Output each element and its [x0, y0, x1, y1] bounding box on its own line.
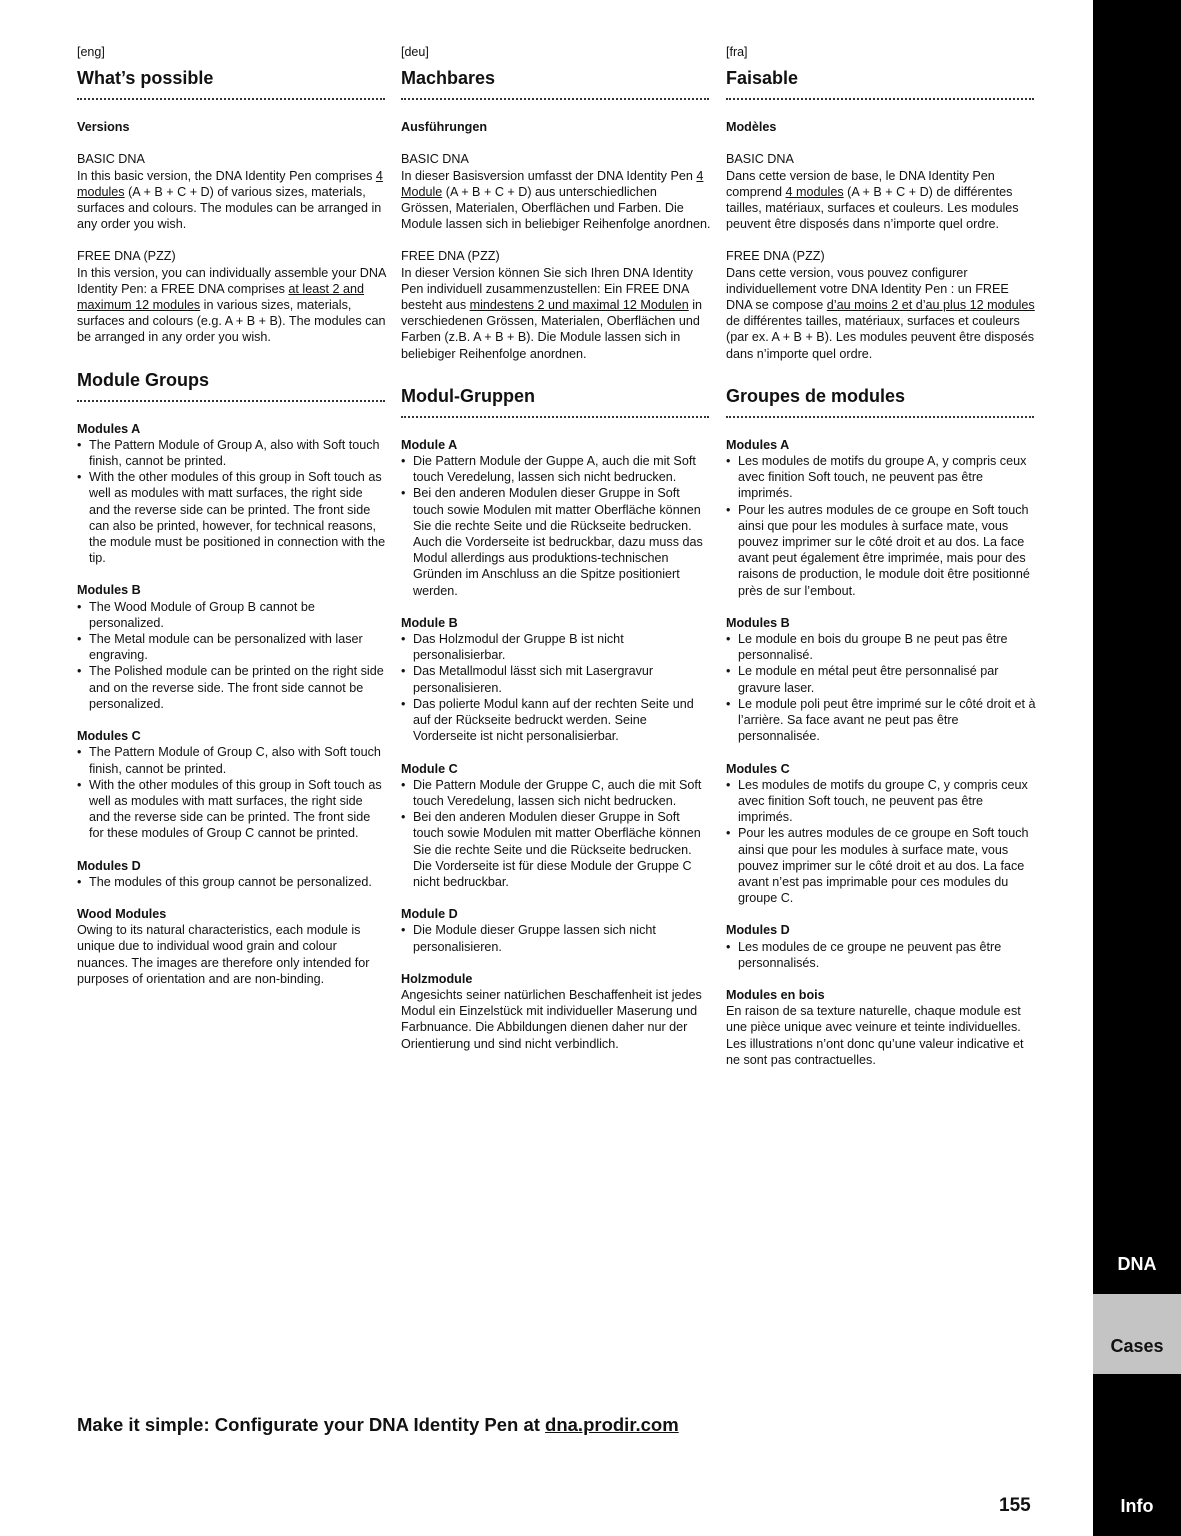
dotted-divider: [401, 416, 709, 418]
modules-a-list: [401, 453, 711, 599]
free-text-part: in various sizes, materials, surfaces and colours (e.g. A + B + B). The modules can be arranged in any order you wish.: [77, 298, 386, 345]
language-column: [726, 44, 1036, 1084]
wood-modules-text: Owing to its natural characteristics, each module is unique due to individual wood grain and colour nuances. The images are therefore only intended for purposes of orientation and are non-binding.: [77, 923, 370, 986]
versions-heading: Ausführungen: [401, 120, 488, 135]
modules-d-block: [401, 906, 711, 955]
free-modules-range: d’au moins 2 et d’au plus 12 modules: [826, 298, 1035, 313]
footer-text: Make it simple: Configurate your DNA Identity Pen at: [77, 1414, 546, 1435]
language-code: [deu]: [401, 45, 429, 59]
modules-d-block: [77, 858, 387, 890]
footer-cta: [77, 1414, 679, 1436]
modules-a-list: [726, 453, 1036, 599]
module-bullet-item: • Bei den anderen Modulen dieser Gruppe in Soft touch sowie Modulen mit matter Oberfläche können Sie die rechte Seite und die Rückseite bedrucken. Die Vorderseite ist für diese Module der Gruppe C nicht bedruckbar.: [401, 809, 711, 890]
basic-text-part: (A + B + C + D) aus unterschiedlichen Grössen, Materialen, Oberflächen und Farben. Die Module lassen sich in beliebiger Reihenfolge anordnen.: [401, 184, 711, 232]
free-dna-block: [77, 248, 387, 345]
basic-text-part: In dieser Basisversion umfasst der DNA Identity Pen: [401, 168, 697, 183]
basic-dna-block: [401, 151, 711, 232]
module-bullet-item: • Pour les autres modules de ce groupe en Soft touch ainsi que pour les modules à surface mate, vous pouvez imprimer sur le côté droit et au dos. La face avant n’est pas imprimable pour ces modules du groupe C.: [726, 825, 1036, 906]
free-dna-label: FREE DNA (PZZ): [726, 249, 825, 264]
modules-b-list: [77, 599, 387, 712]
sidebar-nav: [1093, 0, 1181, 1536]
free-modules-range: at least 2 and maximum 12 modules: [77, 281, 365, 313]
tab-dna[interactable]: DNA: [1117, 1254, 1157, 1274]
modules-b-block: [726, 615, 1036, 745]
module-bullet-item: • Die Pattern Module der Guppe A, auch die mit Soft touch Veredelung, lassen sich nicht bedrucken.: [401, 453, 711, 485]
modules-c-list: [77, 744, 387, 841]
modules-a-list: [77, 437, 387, 567]
module-bullet-item: • Les modules de motifs du groupe A, y compris ceux avec finition Soft touch, ne peuvent pas être imprimés.: [726, 453, 1036, 502]
basic-dna-text: [726, 168, 1036, 233]
module-bullet-item: • The Polished module can be printed on the right side and on the reverse side. The front side cannot be personalized.: [77, 663, 387, 712]
modules-a-label: Modules A: [726, 437, 790, 452]
module-bullet-item: • Pour les autres modules de ce groupe en Soft touch ainsi que pour les modules à surface mate, vous pouvez imprimer sur le côté droit et au dos. La face avant peut également être imprimée, mais pour des raisons de production, le module doit être positionné près de sur l’embout.: [726, 502, 1036, 599]
basic-dna-text: [77, 168, 387, 233]
module-bullet-item: • Das Holzmodul der Gruppe B ist nicht personalisierbar.: [401, 631, 711, 663]
section-title: What’s possible: [77, 68, 214, 89]
module-bullet-item: • Die Pattern Module der Gruppe C, auch die mit Soft touch Veredelung, lassen sich nicht bedrucken.: [401, 777, 711, 809]
basic-dna-block: [77, 151, 387, 232]
module-bullet-item: • Das polierte Modul kann auf der rechten Seite und auf der Rückseite bedruckt werden. Seine Vorderseite ist nicht personalisierbar.: [401, 696, 711, 745]
free-text-part: In this version, you can individually assemble your DNA Identity Pen: a FREE DNA comprises: [77, 265, 386, 296]
basic-text-part: (A + B + C + D) of various sizes, materials, surfaces and colours. The modules can be arranged in any order you wish.: [77, 184, 382, 232]
basic-text-part: Dans cette version de base, le DNA Identity Pen comprend: [726, 168, 995, 199]
basic-dna-text: [401, 168, 711, 233]
module-bullet-item: • With the other modules of this group in Soft touch as well as modules with matt surfaces, the right side and the reverse side can be printed. The front side for these modules of Group C cannot be printed.: [77, 777, 387, 842]
wood-modules-text: En raison de sa texture naturelle, chaque module est une pièce unique avec veinure et teinte individuelles. Les illustrations n’ont donc qu’une valeur indicative et ne sont pas contractuelles.: [726, 1004, 1024, 1067]
module-bullet-item: • Die Module dieser Gruppe lassen sich nicht personalisieren.: [401, 922, 711, 954]
module-bullet-item: • The modules of this group cannot be personalized.: [77, 874, 387, 890]
basic-text-part: In this basic version, the DNA Identity Pen comprises: [77, 168, 376, 183]
wood-modules-label: Holzmodule: [401, 971, 473, 986]
dotted-divider: [726, 416, 1034, 418]
free-text-part: in verschiedenen Grössen, Materialen, Oberflächen und Farben (z.B. A + B + B). Die Module lassen sich in beliebiger Reihenfolge anordnen.: [401, 298, 703, 361]
free-dna-label: FREE DNA (PZZ): [401, 249, 500, 264]
modules-b-label: Modules B: [726, 615, 790, 630]
modules-a-block: [726, 437, 1036, 599]
basic-modules-count: 4 modules: [785, 184, 844, 199]
wood-modules-block: [401, 971, 711, 1052]
modules-d-label: Modules D: [77, 858, 141, 873]
basic-dna-label: BASIC DNA: [726, 152, 794, 167]
modules-a-block: [401, 437, 711, 599]
free-dna-block: [401, 248, 711, 361]
versions-heading: Modèles: [726, 120, 777, 135]
wood-modules-block: [726, 987, 1036, 1068]
modules-c-label: Modules C: [726, 761, 790, 776]
free-dna-label: FREE DNA (PZZ): [77, 249, 176, 264]
module-bullet-item: • Bei den anderen Modulen dieser Gruppe in Soft touch sowie Modulen mit matter Oberfläche können Sie die rechte Seite und die Rückseite bedrucken. Auch die Vorderseite ist bedruckbar, dazu muss das Modul allerdings aus produktions-technischen Gründen im Anschluss an die Spitze positioniert werden.: [401, 485, 711, 598]
wood-modules-text: Angesichts seiner natürlichen Beschaffenheit ist jedes Modul ein Einzelstück mit individueller Maserung und Farbnuance. Die Abbildungen dienen daher nur der Orientierung und sind nicht verbindlich.: [401, 987, 702, 1051]
basic-dna-label: BASIC DNA: [77, 152, 145, 167]
modules-c-label: Module C: [401, 761, 458, 776]
section-title: Machbares: [401, 68, 496, 89]
wood-modules-block: [77, 906, 387, 987]
modules-b-label: Modules B: [77, 583, 141, 598]
free-dna-text: [401, 265, 711, 362]
modules-d-block: [726, 922, 1036, 971]
modules-d-list: [726, 939, 1036, 971]
module-bullet-item: • The Pattern Module of Group A, also with Soft touch finish, cannot be printed.: [77, 437, 387, 469]
modules-a-label: Module A: [401, 437, 458, 452]
modules-c-block: [726, 761, 1036, 907]
dotted-divider: [726, 98, 1034, 100]
free-text-part: de différentes tailles, matériaux, surfaces et couleurs (par ex. A + B + B). Les modules peuvent être disposés dans n’importe quel ordre.: [726, 314, 1035, 361]
free-dna-text: [77, 265, 387, 346]
modules-b-block: [77, 582, 387, 712]
dotted-divider: [77, 400, 385, 402]
module-bullet-item: • Le module poli peut être imprimé sur le côté droit et à l’arrière. Sa face avant ne peut pas être personnalisée.: [726, 696, 1036, 745]
versions-heading: Versions: [77, 120, 130, 135]
basic-modules-count: 4 modules: [77, 168, 383, 199]
modules-c-list: [401, 777, 711, 890]
module-bullet-item: • Les modules de ce groupe ne peuvent pas être personnalisés.: [726, 939, 1036, 971]
modules-a-label: Modules A: [77, 421, 141, 436]
module-groups-title: Groupes de modules: [726, 385, 906, 406]
language-column: [77, 44, 387, 1003]
tab-info[interactable]: Info: [1120, 1496, 1154, 1516]
modules-d-list: [401, 922, 711, 954]
module-bullet-item: • With the other modules of this group in Soft touch as well as modules with matt surfaces, the right side and the reverse side can be printed. The front side can also be printed, however, for technical reasons, the module must be positioned in connection with the tip.: [77, 469, 387, 566]
modules-c-label: Modules C: [77, 729, 141, 744]
dotted-divider: [401, 98, 709, 100]
basic-modules-count: 4 Module: [401, 168, 704, 199]
basic-text-part: (A + B + C + D) de différentes tailles, matériaux, surfaces et couleurs. Les modules peuvent être disposés dans n’importe quel ordre.: [726, 184, 1019, 232]
dotted-divider: [77, 98, 385, 100]
module-groups-title: Module Groups: [77, 369, 209, 390]
modules-a-block: [77, 421, 387, 567]
free-modules-range: mindestens 2 und maximal 12 Modulen: [469, 298, 689, 313]
module-bullet-item: • Le module en métal peut être personnalisé par gravure laser.: [726, 663, 1036, 695]
modules-d-label: Module D: [401, 907, 458, 922]
page-number: 155: [999, 1495, 1031, 1516]
module-bullet-item: • Les modules de motifs du groupe C, y compris ceux avec finition Soft touch, ne peuvent pas être imprimés.: [726, 777, 1036, 826]
modules-b-label: Module B: [401, 615, 458, 630]
free-text-part: In dieser Version können Sie sich Ihren DNA Identity Pen individuell zusammenzustellen: Ein FREE DNA besteht aus: [401, 265, 693, 313]
basic-dna-label: BASIC DNA: [401, 152, 469, 167]
module-bullet-item: • The Wood Module of Group B cannot be personalized.: [77, 599, 387, 631]
free-dna-block: [726, 248, 1036, 361]
modules-b-list: [401, 631, 711, 744]
modules-c-block: [401, 761, 711, 891]
modules-b-list: [726, 631, 1036, 744]
wood-modules-label: Modules en bois: [726, 987, 825, 1002]
free-dna-text: [726, 265, 1036, 362]
module-groups-title: Modul-Gruppen: [401, 385, 535, 406]
modules-d-label: Modules D: [726, 923, 790, 938]
tab-cases[interactable]: Cases: [1093, 1294, 1181, 1374]
language-column: [401, 44, 711, 1068]
module-bullet-item: • Le module en bois du groupe B ne peut pas être personnalisé.: [726, 631, 1036, 663]
module-bullet-item: • The Pattern Module of Group C, also with Soft touch finish, cannot be printed.: [77, 744, 387, 776]
wood-modules-label: Wood Modules: [77, 906, 167, 921]
section-title: Faisable: [726, 68, 799, 89]
language-code: [fra]: [726, 45, 748, 59]
configurator-link[interactable]: dna.prodir.com: [545, 1414, 679, 1435]
free-text-part: Dans cette version, vous pouvez configurer individuellement votre DNA Identity Pen : un FREE DNA se compose: [726, 265, 1009, 313]
modules-b-block: [401, 615, 711, 745]
basic-dna-block: [726, 151, 1036, 232]
module-bullet-item: • Das Metallmodul lässt sich mit Lasergravur personalisieren.: [401, 663, 711, 695]
modules-c-list: [726, 777, 1036, 907]
language-code: [eng]: [77, 45, 105, 59]
module-bullet-item: • The Metal module can be personalized with laser engraving.: [77, 631, 387, 663]
modules-d-list: [77, 874, 387, 890]
modules-c-block: [77, 728, 387, 841]
